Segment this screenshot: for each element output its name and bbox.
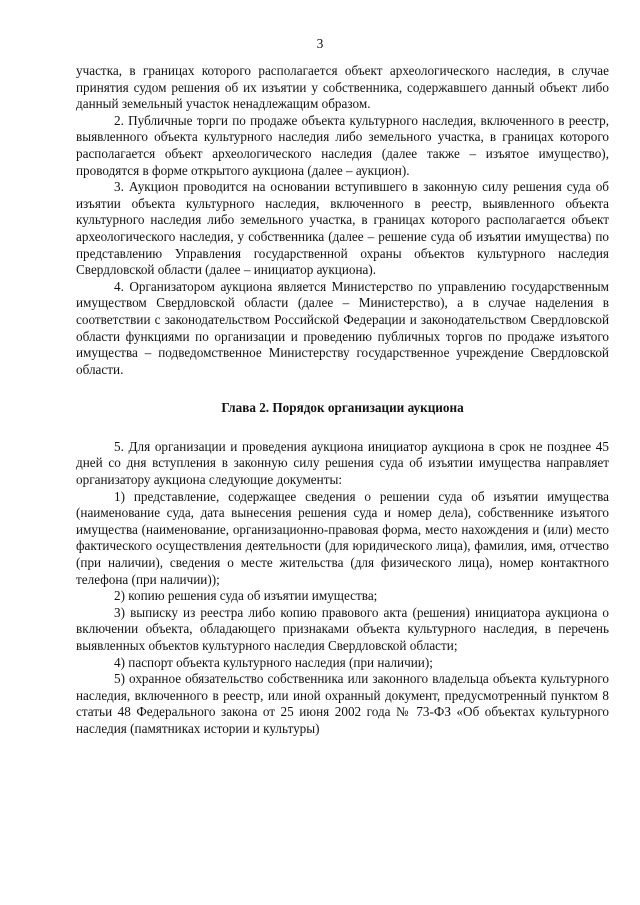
- paragraph-3: 3. Аукцион проводится на основании вступившего в законную силу решения суда об изъятии объекта культурного наследия, включенного в реестр, выявленного объекта культурного наследия либо земельного участка, в границах которого располагается объект археологического наследия, у собственника (далее – решение суда об изъятии имущества) по представлению Управления государственной охраны объектов культурного наследия Свердловской области (далее – инициатор аукциона).: [76, 179, 609, 278]
- paragraph-5: 5. Для организации и проведения аукциона инициатор аукциона в срок не позднее 45 дней со дня вступления в законную силу решения суда об изъятии имущества направляет организатору аукциона следующие документы:: [76, 438, 609, 488]
- list-item-2: 2) копию решения суда об изъятии имущества;: [114, 588, 378, 604]
- list-item-5: 5) охранное обязательство собственника или законного владельца объекта культурного наследия, включенного в реестр, или иной охранный документ, предусмотренный пунктом 8 статьи 48 Федерального закона от 25 июня 2002 года № 73-ФЗ «Об объектах культурного наследия (памятниках истории и культуры): [76, 671, 609, 736]
- document-body: [76, 63, 609, 738]
- paragraph-4: 4. Организатором аукциона является Министерство по управлению государственным имуществом Свердловской области (далее – Министерство), а в случае наделения в соответствии с законодательством Российской Федерации и законодательством Свердловской области функциями по организации и проведению публичных торгов по продаже изъятого имущества – подведомственное Министерству государственное учреждение Свердловской области.: [76, 278, 609, 377]
- list-item-4: 4) паспорт объекта культурного наследия (при наличии);: [114, 654, 433, 670]
- page-number: 3: [316, 36, 324, 51]
- list-item-3: 3) выписку из реестра либо копию правового акта (решения) инициатора аукциона о включении объекта, обладающего признаками объекта культурного наследия, в перечень выявленных объектов культурного наследия Свердловской области;: [76, 604, 609, 653]
- list-item-1: 1) представление, содержащее сведения о решении суда об изъятии имущества (наименование суда, дата вынесения решения суда и номер дела), собственнике изъятого имущества (наименование, организационно-правовая форма, место нахождения и (или) место фактического осуществления деятельности (для юридического лица), фамилия, имя, отчество (при наличии), сведения о месте жительства (для физического лица), номер контактного телефона (при наличии));: [76, 488, 609, 587]
- paragraph-1-continuation: участка, в границах которого располагается объект археологического наследия, в случае принятия судом решения об их изъятии у собственника, содержавшего данный объект либо данный земельный участок ненадлежащим образом.: [76, 63, 609, 112]
- paragraph-2: 2. Публичные торги по продаже объекта культурного наследия, включенного в реестр, выявленного объекта культурного наследия либо земельного участка, в границах которого располагается объект археологического наследия (далее также – изъятое имущество), проводятся в форме открытого аукциона (далее – аукцион).: [76, 112, 609, 178]
- chapter-title: Глава 2. Порядок организации аукциона: [221, 400, 464, 416]
